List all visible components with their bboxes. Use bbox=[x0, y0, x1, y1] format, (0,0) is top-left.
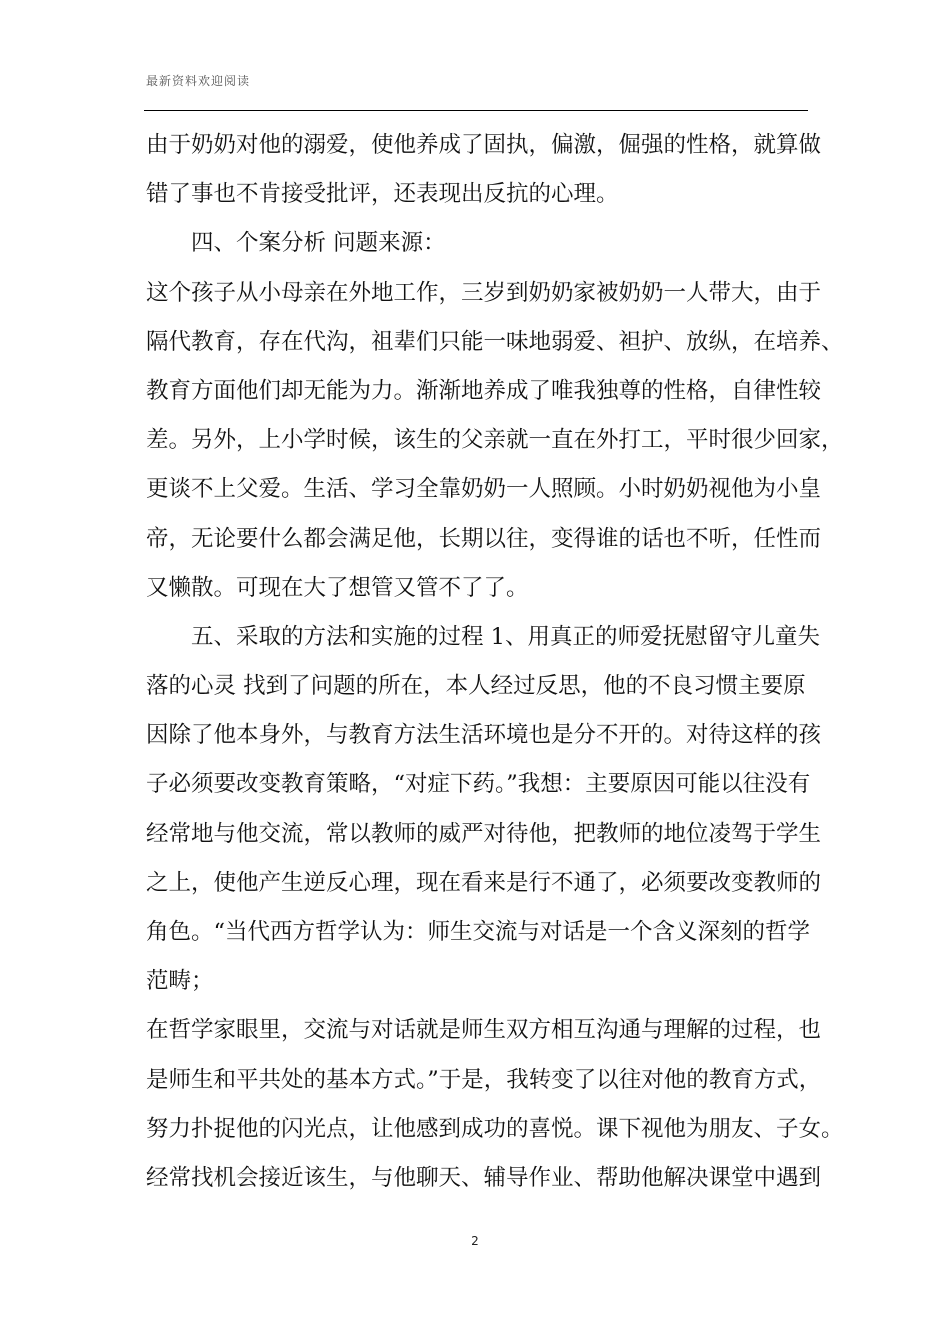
header-divider bbox=[144, 110, 808, 111]
page-number: 2 bbox=[471, 1234, 479, 1248]
text-line: 这个孩子从小母亲在外地工作，三岁到奶奶家被奶奶一人带大，由于 bbox=[146, 279, 822, 306]
text-line: 努力扑捉他的闪光点，让他感到成功的喜悦。课下视他为朋友、子女。 bbox=[146, 1115, 844, 1142]
section-heading-5: 五、采取的方法和实施的过程 1、用真正的师爱抚慰留守儿童失 bbox=[191, 623, 820, 650]
text-line: 更谈不上父爱。生活、学习全靠奶奶一人照顾。小时奶奶视他为小皇 bbox=[146, 476, 822, 503]
text-line: 范畴； bbox=[146, 968, 214, 995]
text-line: 由于奶奶对他的溺爱，使他养成了固执，偏激，倔强的性格，就算做 bbox=[146, 132, 822, 158]
text-line: 因除了他本身外，与教育方法生活环境也是分不开的。对待这样的孩 bbox=[146, 722, 822, 749]
text-line: 又懒散。可现在大了想管又管不了了。 bbox=[146, 574, 529, 601]
page-header: 最新资料欢迎阅读 bbox=[146, 74, 251, 88]
text-line: 经常找机会接近该生，与他聊天、辅导作业、帮助他解决课堂中遇到 bbox=[146, 1164, 822, 1191]
text-line: 落的心灵 找到了问题的所在，本人经过反思，他的不良习惯主要原 bbox=[146, 673, 806, 700]
text-line: 之上，使他产生逆反心理，现在看来是行不通了，必须要改变教师的 bbox=[146, 869, 822, 896]
section-heading-4: 四、个案分析 问题来源： bbox=[191, 230, 446, 257]
text-line: 错了事也不肯接受批评，还表现出反抗的心理。 bbox=[146, 181, 619, 208]
text-line: 差。另外，上小学时候，该生的父亲就一直在外打工，平时很少回家， bbox=[146, 427, 844, 454]
text-line: 经常地与他交流，常以教师的威严对待他，把教师的地位凌驾于学生 bbox=[146, 820, 822, 847]
text-line: 角色。“当代西方哲学认为：师生交流与对话是一个含义深刻的哲学 bbox=[146, 919, 811, 945]
document-body bbox=[146, 121, 844, 1203]
text-line: 帝，无论要什么都会满足他，长期以往，变得谁的话也不听，任性而 bbox=[146, 525, 822, 552]
text-line: 隔代教育，存在代沟，祖辈们只能一味地弱爱、袒护、放纵，在培养、 bbox=[146, 328, 844, 355]
text-line: 在哲学家眼里，交流与对话就是师生双方相互沟通与理解的过程，也 bbox=[146, 1017, 822, 1044]
text-line: 子必须要改变教育策略，“对症下药。”我想：主要原因可能以往没有 bbox=[146, 771, 811, 798]
text-line: 是师生和平共处的基本方式。”于是，我转变了以往对他的教育方式， bbox=[146, 1066, 822, 1093]
text-line: 教育方面他们却无能为力。渐渐地养成了唯我独尊的性格，自律性较 bbox=[146, 377, 822, 404]
